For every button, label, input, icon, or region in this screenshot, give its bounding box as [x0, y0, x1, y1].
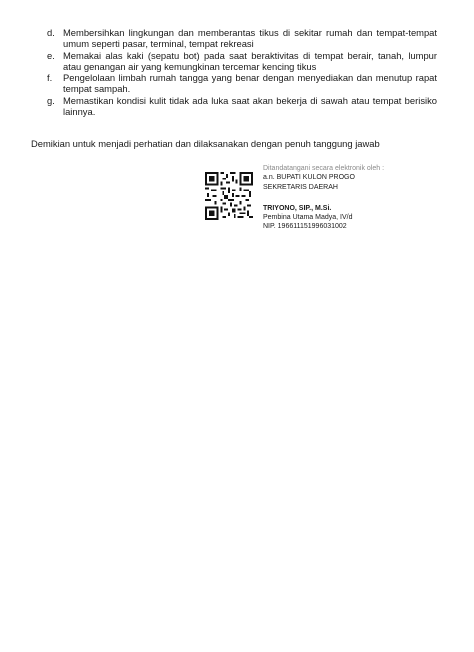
- list-item-text: Memakai alas kaki (sepatu bot) pada saat beraktivitas di tempat berair, tanah, lumpur atau genangan air yang kemungkinan tercemar kencing tikus: [63, 49, 437, 72]
- list-marker: e.: [47, 49, 55, 61]
- signer-nip: NIP. 196611151996031002: [263, 223, 347, 231]
- list-marker: g.: [47, 94, 55, 106]
- list-marker: f.: [47, 72, 53, 84]
- list-item: [47, 50, 437, 73]
- list-item-text: Pengelolaan limbah rumah tangga yang benar dengan menyediakan dan menutup rapat tempat sampah.: [63, 72, 437, 95]
- signed-electronically-note: Ditandatangani secara elektronik oleh :: [263, 165, 385, 172]
- signer-rank: Pembina Utama Madya, IV/d: [263, 214, 353, 222]
- signature-text: [263, 164, 384, 232]
- list-item-text: Membersihkan lingkungan dan memberantas tikus di sekitar rumah dan tempat-tempat umum seperti pasar, terminal, tempat rekreasi: [63, 27, 437, 50]
- list-item: [47, 95, 437, 118]
- on-behalf-line: a.n. BUPATI KULON PROGO: [263, 174, 355, 182]
- qr-code-icon: [205, 172, 253, 220]
- office-title: SEKRETARIS DAERAH: [263, 183, 338, 191]
- signature-block: [205, 164, 445, 244]
- list-item: [47, 72, 437, 95]
- list-item-text: Memastikan kondisi kulit tidak ada luka saat akan bekerja di sawah atau tempat berisiko lainnya.: [63, 94, 437, 118]
- signature-spacer: [263, 192, 384, 204]
- closing-statement: Demikian untuk menjadi perhatian dan dilaksanakan dengan penuh tanggung jawab: [31, 138, 380, 149]
- signer-name: TRIYONO, SIP., M.Si.: [263, 204, 332, 212]
- list-marker: d.: [47, 27, 55, 38]
- recommendation-list: [47, 27, 437, 117]
- list-item: [47, 27, 437, 50]
